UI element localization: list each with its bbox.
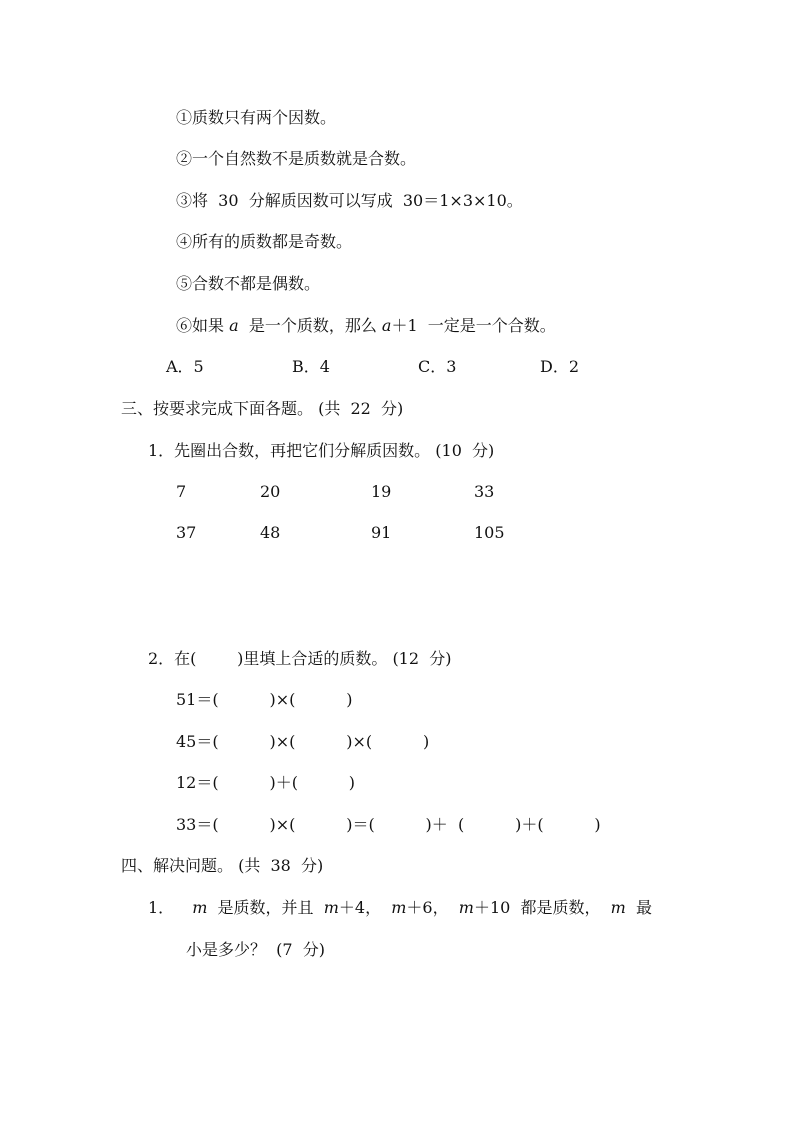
variable-m: m: [391, 898, 407, 917]
question-text: [192, 898, 652, 917]
number-cell: 105: [474, 523, 505, 542]
statement-2: ②一个自然数不是质数就是合数。: [176, 149, 417, 168]
question-number: 1．: [148, 898, 175, 917]
section-3-q1-title: 1．先圈出合数，再把它们分解质因数。 (10 分): [148, 441, 495, 460]
number-cell: 7: [176, 482, 187, 501]
statement-3: ③将 30 分解质因数可以写成 30＝1×3×10。: [176, 191, 523, 210]
section-4-title: 四、解决问题。 (共 38 分): [121, 856, 324, 875]
number-cell: 91: [371, 523, 392, 542]
number-cell: 19: [371, 482, 392, 501]
equation-line: 45＝( )×( )×( ): [176, 732, 430, 751]
question-text-part: ＋6，: [406, 898, 459, 917]
section-4-q1-line1: [148, 898, 652, 918]
statement-6: [176, 316, 556, 336]
variable-m: m: [610, 898, 626, 917]
number-cell: 37: [176, 523, 197, 542]
number-cell: 48: [260, 523, 281, 542]
section-3-q2-title: 2．在( )里填上合适的质数。 (12 分): [148, 649, 452, 668]
option-d: D．2: [540, 357, 580, 376]
variable-a: a: [229, 316, 239, 335]
option-b: B．4: [292, 357, 330, 376]
equation-line: 33＝( )×( )＝( )＋ ( )＋( ): [176, 815, 601, 834]
option-c: C．3: [418, 357, 457, 376]
variable-m: m: [192, 898, 208, 917]
section-4-q1-line2: 小是多少？ (7 分): [186, 940, 326, 959]
equation-line: 12＝( )＋( ): [176, 773, 356, 792]
statement-1: ①质数只有两个因数。: [176, 108, 337, 127]
statement-6-post: ＋1 一定是一个合数。: [391, 316, 556, 335]
variable-m: m: [458, 898, 474, 917]
question-text-part: 最: [625, 898, 653, 917]
option-a: A．5: [166, 357, 204, 376]
number-cell: 33: [474, 482, 495, 501]
variable-m: m: [323, 898, 339, 917]
statement-6-pre: ⑥如果: [176, 316, 230, 335]
variable-a: a: [381, 316, 392, 335]
section-3-title: 三、按要求完成下面各题。 (共 22 分): [121, 399, 404, 418]
statement-5: ⑤合数不都是偶数。: [176, 274, 321, 293]
equation-line: 51＝( )×( ): [176, 690, 353, 709]
statement-4: ④所有的质数都是奇数。: [176, 232, 353, 251]
question-text-part: ＋10 都是质数，: [473, 898, 611, 917]
question-text-part: 是质数，并且: [207, 898, 324, 917]
statement-6-mid: 是一个质数，那么: [238, 316, 382, 335]
question-text-part: ＋4，: [338, 898, 392, 917]
number-cell: 20: [260, 482, 281, 501]
